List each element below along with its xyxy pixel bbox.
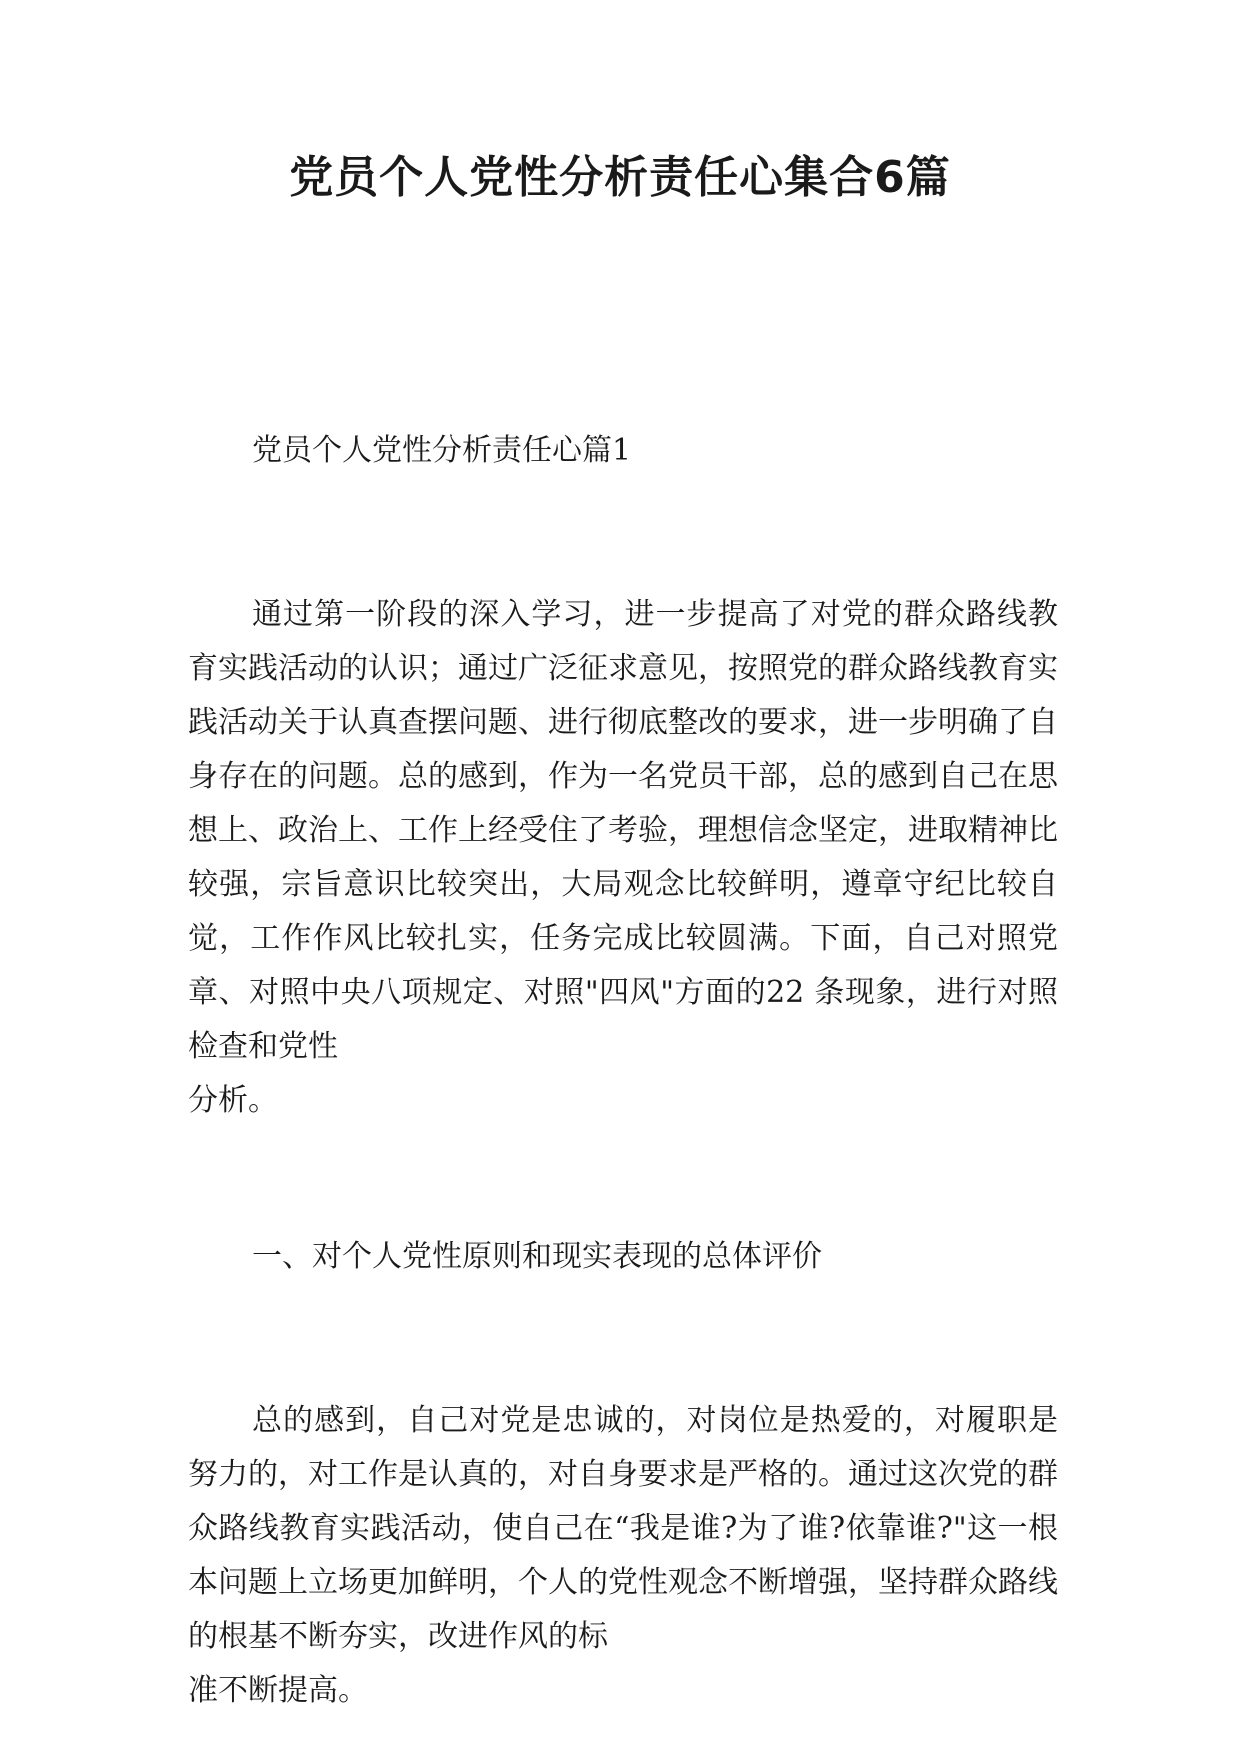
- body-paragraph-tail: 分析。: [188, 1083, 278, 1118]
- body-paragraph-tail: 准不断提高。: [188, 1673, 368, 1708]
- body-paragraph: 总的感到，自己对党是忠诚的，对岗位是热爱的，对履职是努力的，对工作是认真的，对自身要求是严格的。通过这次党的群众路线教育实践活动，使自己在“我是谁?为了谁?依靠谁?"这一根本问题上立场更加鲜明，个人的党性观念不断增强，坚持群众路线的根基不断夯实，改进作风的标: [188, 1403, 1058, 1654]
- section-heading: 党员个人党性分析责任心篇1: [252, 433, 632, 468]
- subheading: 一、对个人党性原则和现实表现的总体评价: [252, 1239, 822, 1274]
- document-title: 党员个人党性分析责任心集合6篇: [289, 152, 951, 203]
- body-paragraph: 通过第一阶段的深入学习，进一步提高了对党的群众路线教育实践活动的认识；通过广泛征求意见，按照党的群众路线教育实践活动关于认真查摆问题、进行彻底整改的要求，进一步明确了自身存在的问题。总的感到，作为一名党员干部，总的感到自己在思想上、政治上、工作上经受住了考验，理想信念坚定，进取精神比较强，宗旨意识比较突出，大局观念比较鲜明，遵章守纪比较自觉，工作作风比较扎实，任务完成比较圆满。下面，自己对照党章、对照中央八项规定、对照"四风"方面的22 条现象，进行对照检查和党性: [188, 597, 1058, 1064]
